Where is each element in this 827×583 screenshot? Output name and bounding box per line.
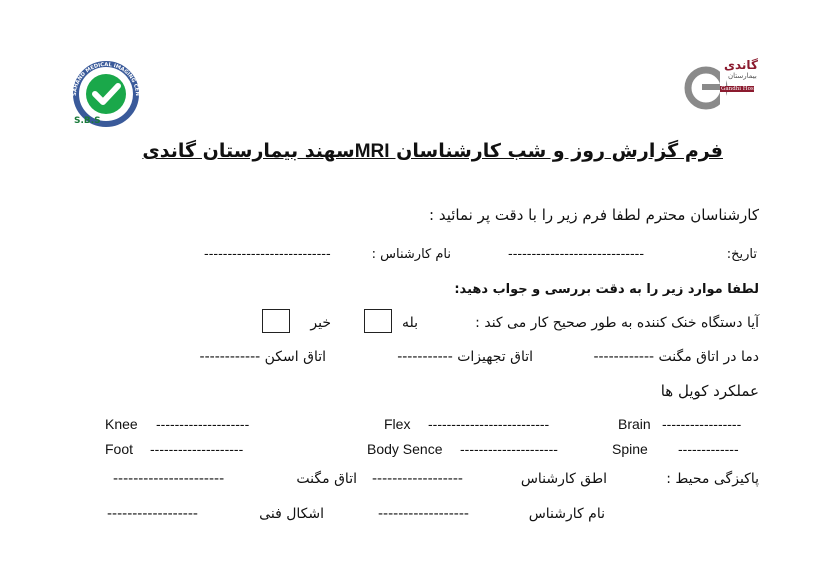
technician-name-field[interactable]: ---------------------------: [204, 247, 331, 262]
coil-knee-field[interactable]: --------------------: [156, 416, 250, 432]
title-part-2: سهند بیمارستان گاندی: [142, 140, 355, 162]
coil-foot-field[interactable]: --------------------: [150, 441, 244, 457]
temp-equipment-room[interactable]: اتاق تجهیزات -----------: [397, 349, 533, 365]
coil-knee-label: Knee: [105, 416, 138, 432]
gandhi-title: گاندی: [724, 58, 758, 72]
temp-magnet-room[interactable]: دما در اتاق مگنت ------------: [593, 349, 759, 365]
coil-spine-label: Spine: [612, 441, 648, 457]
title-part-1: فرم گزارش روز و شب کارشناسان: [389, 140, 723, 162]
sbs-ring-text: SAHAND MEDICAL IMAGING CEN: [71, 61, 141, 97]
coil-performance-title: عملکرد کویل ها: [660, 382, 759, 400]
title-mri: MRI: [354, 141, 390, 162]
coil-body-label: Body Sence: [367, 441, 443, 457]
sbs-caption: S.B.S: [74, 116, 101, 126]
intro-text: کارشناسان محترم لطفا فرم زیر را با دقت پر نمائید :: [429, 206, 759, 224]
magnet-room-label: اتاق مگنت: [296, 471, 357, 487]
no-label: خیر: [310, 315, 331, 331]
page-title: [142, 140, 723, 163]
date-label: تاریخ:: [726, 247, 757, 262]
coil-brain-label: Brain: [618, 416, 651, 432]
no-checkbox[interactable]: [262, 309, 290, 333]
cleanliness-label: پاکیزگی محیط :: [666, 471, 759, 487]
tech-name-field[interactable]: ------------------: [378, 506, 469, 522]
temp-scan-room[interactable]: اتاق اسکن ------------: [199, 349, 326, 365]
technician-room-field[interactable]: ------------------: [372, 471, 463, 487]
gandhi-caption: Gandhi Hospital: [721, 86, 767, 92]
technician-room-label: اطق کارشناس: [520, 471, 607, 487]
technician-name-label: نام کارشناس :: [371, 247, 451, 262]
date-field[interactable]: -----------------------------: [508, 247, 645, 262]
coil-body-field[interactable]: ---------------------: [460, 441, 558, 457]
instruction-text: لطفا موارد زیر را به دقت بررسی و جواب دهید:: [454, 282, 759, 297]
yes-checkbox[interactable]: [364, 309, 392, 333]
gandhi-logo: [684, 58, 767, 116]
gandhi-subtitle: بیمارستان: [728, 72, 757, 80]
coil-brain-field[interactable]: -----------------: [662, 416, 742, 432]
coil-foot-label: Foot: [105, 441, 134, 457]
coil-flex-label: Flex: [384, 416, 411, 432]
sbs-logo: [68, 60, 146, 132]
coil-spine-field[interactable]: -------------: [678, 441, 739, 457]
yes-label: بله: [401, 315, 418, 331]
tech-name-label: نام کارشناس: [528, 506, 605, 522]
cooling-question: آیا دستگاه خنک کننده به طور صحیح کار می کند :: [475, 315, 759, 331]
technical-issues-label: اشکال فنی: [259, 506, 324, 522]
technical-issues-field[interactable]: ------------------: [107, 506, 198, 522]
magnet-room-field[interactable]: ----------------------: [113, 471, 225, 487]
coil-flex-field[interactable]: --------------------------: [428, 416, 550, 432]
